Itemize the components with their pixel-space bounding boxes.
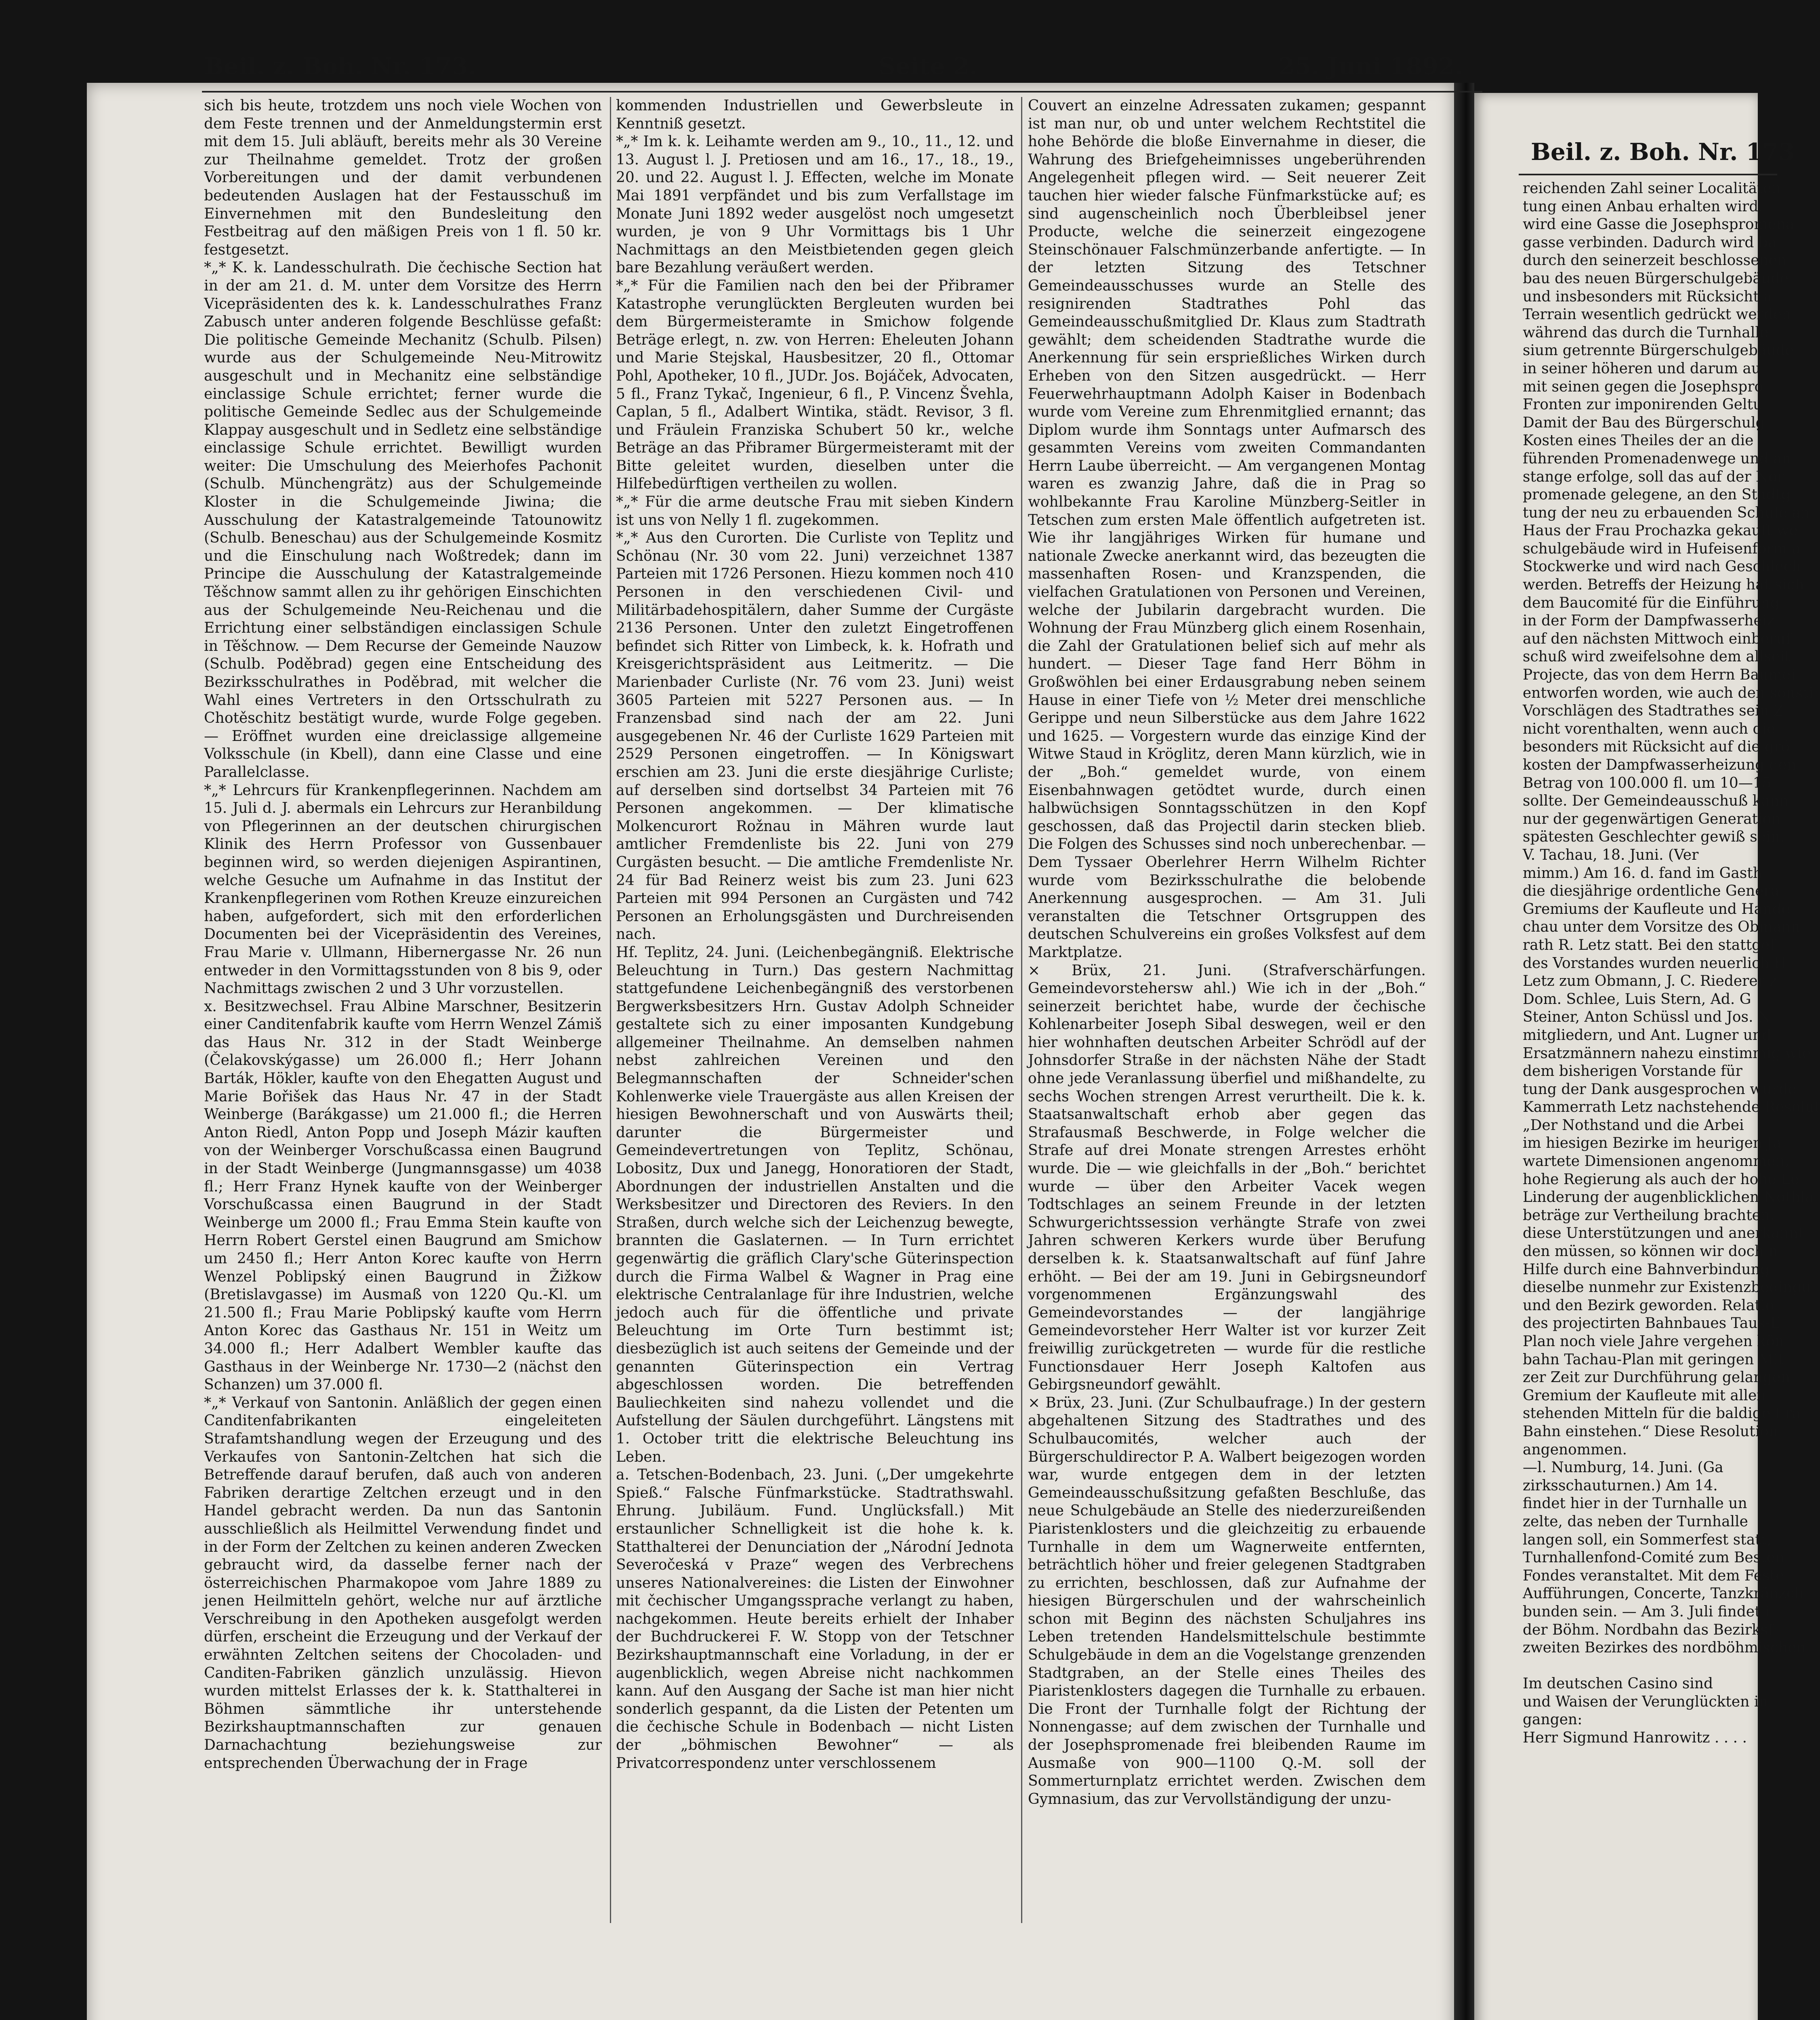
article-paragraph: *„* Für die Familien nach den bei der Přibramer Katastrophe verunglückten Bergleuten wurden bei dem Bürgermeisteramte in Smichow folgende Beträge erlegt, n. zw. von Herren: Eheleuten Johann und Marie Stejskal, Hausbesitzer, 20 fl., Ottomar Pohl, Apotheker, 10 fl., JUDr. Jos. Bojáček, Advocaten, 5 fl., Franz Tykač, Ingenieur, 6 fl., P. Vincenz Švehla, Caplan, 5 fl., Adalbert Wintika, städt. Revisor, 3 fl. und Fräulein Franziska Schubert 50 kr., welche Beträge an das Přibramer Bürgermeisteramt mit der Bitte geleitet wurden, dieselben unter die Hilfebedürftigen vertheilen zu wollen.	[616, 277, 1014, 492]
right-page-line: Ersatzmännern nahezu einstimmig wie	[1523, 1045, 1811, 1062]
article-paragraph: × Brüx, 23. Juni. (Zur Schulbaufrage.) In der gestern abgehaltenen Sitzung des Stadtrathes und des Schulbaucomités, welcher auch der Bürgerschuldirector P. A. Walbert beigezogen worden war, wurde entgegen dem in der letzten Gemeindeausschußsitzung gefaßten Beschluße, das neue Schulgebäude an Stelle des niederzureißenden Piaristenklosters und die gleichzeitig zu erbauende Turnhalle in dem um Wagnerweite entfernten, beträchtlich höher und freier gelegenen Stadtgraben zu errichten, beschlossen, daß zur Aufnahme der hiesigen Bürgerschulen und der wahrscheinlich schon mit Beginn des nächsten Schuljahres ins Leben tretenden Handelsmittelschule bestimmte Schulgebäude in dem an die Vogelstange grenzenden Stadtgraben, an der Stelle eines Theiles des Piaristenklosters dagegen die Turnhalle zu erbauen. Die Front der Turnhalle folgt der Richtung der Nonnengasse; auf dem zwischen der Turnhalle und der Josephspromenade frei bleibenden Raume im Ausmaße von 900—1100 Q.-M. soll der Sommerturnplatz errichtet werden. Zwischen dem Gymnasium, das zur Vervollständigung der unzu-	[1028, 1394, 1426, 1807]
right-page-line: tung einen Anbau erhalten wird.	[1523, 198, 1763, 215]
right-page-line: Aufführungen, Concerte, Tanzkränzch	[1523, 1585, 1804, 1602]
article-column-3	[1028, 97, 1426, 1923]
page-header	[204, 53, 1480, 89]
right-page-line: Letz zum Obmann, J. C. Riederer z	[1523, 973, 1777, 990]
right-page-line: des projectirten Bahnbaues Taus-E	[1523, 1315, 1781, 1332]
right-page-line: Vorschlägen des Stadtrathes sein Z	[1523, 703, 1784, 720]
right-page-line: wartete Dimensionen angenommen,	[1523, 1153, 1790, 1170]
column-rule-1	[610, 97, 611, 1923]
right-page-line: sium getrennte Bürgerschulgebäude	[1523, 342, 1794, 359]
right-page-line: promenade gelegene, an den Stadtg	[1523, 486, 1791, 503]
right-page-line: zirksschauturnen.) Am 14.	[1523, 1477, 1718, 1494]
right-page-line: V. Tachau, 18. Juni. (Ver	[1523, 846, 1699, 863]
right-page-line: Steiner, Anton Schüssl und Jos. N	[1523, 1009, 1771, 1026]
right-page-line: in der Form der Dampfwasserheiz	[1523, 612, 1775, 629]
article-paragraph: *„* Verkauf von Santonin. Anläßlich der gegen einen Canditenfabrikanten eingeleiteten Strafamtshandlung wegen der Erzeugung und des Verkaufes von Santonin-Zeltchen hat sich die Betreffende darauf berufen, daß auch von anderen Fabriken derartige Zeltchen erzeugt und in den Handel gebracht werden. Da nun das Santonin ausschließlich als Heilmittel Verwendung findet und in der Form der Zeltchen zu keinen anderen Zwecken gebraucht wird, da dasselbe ferner nach der österreichischen Pharmakopoe vom Jahre 1889 zu jenen Heilmitteln gehört, welche nur auf ärztliche Verschreibung in den Apotheken ausgefolgt werden dürfen, erscheint die Erzeugung und der Verkauf der erwähnten Zeltchen seitens der Chocoladen- und Canditen-Fabriken gänzlich unzulässig. Hievon wurden mittelst Erlasses der k. k. Statthalterei in Böhmen sämmtliche ihr unterstehende Bezirkshauptmannschaften zur genauen Darnachachtung beziehungsweise zur entsprechenden Überwachung der in Frage	[204, 1394, 602, 1772]
right-page-line: während das durch die Turnhalle	[1523, 324, 1769, 341]
right-page-line: chau unter dem Vorsitze des Obmann	[1523, 919, 1800, 936]
right-page-line: werden. Betreffs der Heizung hat sich	[1523, 577, 1804, 593]
right-page-line: findet hier in der Turnhalle un	[1523, 1495, 1747, 1512]
article-paragraph: *„* Im k. k. Leihamte werden am 9., 10., 11., 12. und 13. August l. J. Pretiosen und am 16., 17., 18., 19., 20. und 22. August l. J. Effecten, welche im Monate Mai 1891 verpfändet und bis zum Verfallstage im Monate Juni 1892 weder ausgelöst noch umgesetzt wurden, je von 9 Uhr Vormittags bis 1 Uhr Nachmittags an den Meistbietenden gegen gleich bare Bezahlung veräußert werden.	[616, 133, 1014, 276]
right-page-line: langen soll, ein Sommerfest statt,	[1523, 1531, 1772, 1548]
article-paragraph: *„* Aus den Curorten. Die Curliste von Teplitz und Schönau (Nr. 30 vom 22. Juni) verzeichnet 1387 Parteien mit 1726 Personen. Hiezu kommen noch 410 Personen in den verschiedenen Civil- und Militärbadehospitälern, daher Summe der Curgäste 2136 Personen. Unter den zuletzt Eingetroffenen befindet sich Ritter von Limbeck, k. k. Hofrath und Kreisgerichtspräsident aus Leitmeritz. — Die Marienbader Curliste (Nr. 76 vom 23. Juni) weist 3605 Parteien mit 5227 Personen aus. — In Franzensbad sind nach der am 22. Juni ausgegebenen Nr. 46 der Curliste 1629 Parteien mit 2529 Personen eingetroffen. — In Königswart erschien am 23. Juni die erste diesjährige Curliste; auf derselben sind dortselbst 34 Parteien mit 76 Personen angekommen. — Der klimatische Molkencurort Rožnau in Mähren wurde laut amtlicher Fremdenliste bis 22. Juni von 279 Curgästen besucht. — Die amtliche Fremdenliste Nr. 24 für Bad Reinerz weist bis zum 23. Juni 623 Parteien mit 994 Personen an Curgästen und 742 Personen an Erholungsgästen und Durchreisenden nach.	[616, 530, 1014, 943]
right-page-line: —l. Numburg, 14. Juni. (Ga	[1523, 1459, 1723, 1476]
right-page-line: des Vorstandes wurden neuerlich H	[1523, 955, 1787, 972]
right-page-line: schuß wird zweifelsohne dem allseit	[1523, 648, 1791, 665]
header-center: Seite 2.	[878, 53, 978, 80]
right-page-line: tung der Dank ausgesprochen wurde	[1523, 1081, 1797, 1098]
right-page-line: gangen:	[1523, 1711, 1583, 1728]
right-page-column	[1523, 180, 1820, 2006]
right-page-header: Beil. z. Boh. Nr. 173	[1531, 138, 1795, 166]
right-page-line: durch den seinerzeit beschlossenen	[1523, 252, 1787, 269]
right-page-line: nur der gegenwärtigen Generation	[1523, 810, 1781, 827]
article-paragraph: Couvert an einzelne Adressaten zukamen; gespannt ist man nur, ob und unter welchem Rechtstitel die hohe Behörde die bloße Einvernahme in dieser, die Wahrung des Briefgeheimnisses ungeberührenden Angelegenheit pflegen wird. — Seit neuerer Zeit tauchen hier wieder falsche Fünfmarkstücke auf; es sind augenscheinlich noch Überbleibsel jener Producte, welche die seinerzeit eingezogene Steinschönauer Falschmünzerbande anfertigte. — In der letzten Sitzung des Tetschner Gemeindeausschusses wurde an Stelle des resignirenden Stadtrathes Pohl das Gemeindeausschußmitglied Dr. Klaus zum Stadtrath gewählt; dem scheidenden Stadtrathe wurde die Anerkennung für sein ersprießliches Wirken durch Erheben von den Sitzen ausgedrückt. — Herr Feuerwehrhauptmann Adolph Kaiser in Bodenbach wurde vom Vereine zum Ehrenmitglied ernannt; das Diplom wurde ihm Sonntags unter Aufmarsch des gesammten Vereins vom zweiten Commandanten Herrn Laube überreicht. — Am vergangenen Montag waren es zwanzig Jahre, daß die in Prag so wohlbekannte Frau Karoline Münzberg-Seitler in Tetschen zum ersten Male öffentlich aufgetreten ist. Wie ihr langjähriges Wirken für humane und nationale Zwecke anerkannt wird, das bezeugten die massenhaften Rosen- und Kranzspenden, die vielfachen Gratulationen von Personen und Vereinen, welche der Jubilarin dargebracht wurden. Die Wohnung der Frau Münzberg glich einem Rosenhain, die Zahl der Gratulationen belief sich auf mehr als hundert. — Dieser Tage fand Herr Böhm in Großwöhlen bei einer Erdausgrabung neben seinem Hause in einer Tiefe von ½ Meter drei menschliche Gerippe und neun Silberstücke aus dem Jahre 1622 und 1625. — Vorgestern wurde das einzige Kind der Witwe Staud in Kröglitz, deren Mann kürzlich, wie in der „Boh.“ gemeldet wurde, von einem Eisenbahnwagen getödtet wurde, durch einen halbwüchsigen Sonntagsschützen in den Kopf geschossen, daß das Projectil darin stecken blieb. Die Folgen des Schusses sind noch unberechenbar. — Dem Tyssaer Oberlehrer Herrn Wilhelm Richter wurde vom Bezirksschulrathe die belobende Anerkennung ausgesprochen. — Am 31. Juli veranstalten die Tetschner Ortsgruppen des deutschen Schulvereins ein großes Volksfest auf dem Marktplatze.	[1028, 97, 1426, 961]
right-page-line: hohe Regierung als auch der hohe Le	[1523, 1171, 1799, 1188]
header-left: Beil. z. Boh. Nr. 173.	[204, 53, 476, 80]
right-page-line: zer Zeit zur Durchführung gelangen	[1523, 1369, 1790, 1386]
right-page-line: rath R. Letz statt. Bei den stattgef	[1523, 936, 1775, 953]
right-page-line: dieselbe nunmehr zur Existenzbedingu	[1523, 1279, 1811, 1296]
article-paragraph: × Brüx, 21. Juni. (Strafverschärfungen. Gemeindevorstehersw ahl.) Wie ich in der „Boh.“ seinerzeit berichtet habe, wurde der čechische Kohlenarbeiter Joseph Sibal deswegen, weil er den hier wohnhaften deutschen Arbeiter Schrödl auf der Johnsdorfer Straße in der nächsten Nähe der Stadt ohne jede Veranlassung überfiel und mißhandelte, zu sechs Wochen strengen Arrest verurtheilt. Die k. k. Staatsanwaltschaft erhob aber gegen das Strafausmaß Beschwerde, in Folge welcher die Strafe auf drei Monate strengen Arrestes erhöht wurde. Die — wie gleichfalls in der „Boh.“ berichtet wurde — über den Arbeiter Vacek wegen Todtschlages an seinem Freunde in der letzten Schwurgerichtssession verhängte Strafe von zwei Jahren schweren Kerkers wurde über Berufung derselben k. k. Staatsanwaltschaft auf fünf Jahre erhöht. — Bei der am 19. Juni in Gebirgsneundorf vorgenommenen Ergänzungswahl des Gemeindevorstandes — der langjährige Gemeindevorsteher Herr Walter ist vor kurzer Zeit freiwillig zurückgetreten — wurde für die restliche Functionsdauer Herr Joseph Kaltofen aus Gebirgsneundorf gewählt.	[1028, 962, 1426, 1393]
right-page-line: in seiner höheren und darum au	[1523, 360, 1761, 377]
right-page-line: Betrag von 100.000 fl. um 10—15	[1523, 774, 1772, 791]
right-page-line: zelte, das neben der Turnhalle	[1523, 1513, 1748, 1530]
header-right: 25. Juni 1892.	[1278, 53, 1463, 80]
right-page-line: mimm.) Am 16. d. fand im Gasth	[1523, 865, 1762, 882]
right-page-line	[1523, 1657, 1805, 1675]
right-page-line: kosten der Dampfwasserheizung den	[1523, 757, 1797, 773]
right-page-line: bunden sein. — Am 3. Juli findet i	[1523, 1603, 1770, 1620]
article-paragraph: Hf. Teplitz, 24. Juni. (Leichenbegängniß. Elektrische Beleuchtung in Turn.) Das gestern Nachmittag stattgefundene Leichenbegängniß des verstorbenen Bergwerksbesitzers Hrn. Gustav Adolph Schneider gestaltete sich zu einer imposanten Kundgebung allgemeiner Theilnahme. An demselben nahmen nebst zahlreichen Vereinen und den Belegmannschaften der Schneider'schen Kohlenwerke viele Trauergäste aus allen Kreisen der hiesigen Bewohnerschaft und von Auswärts theil; darunter die Bürgermeister und Gemeindevertretungen von Teplitz, Schönau, Lobositz, Dux und Janegg, Honoratioren der Stadt, Abordnungen der industriellen Anstalten und die Werksbesitzer und Directoren des Reviers. In den Straßen, durch welche sich der Leichenzug bewegte, brannten die Gaslaternen. — In Turn errichtet gegenwärtig die gräflich Clary'sche Güterinspection durch die Firma Walbel & Wagner in Prag eine elektrische Centralanlage für ihre Industrien, welche jedoch auch für die öffentliche und private Beleuchtung im Orte Turn bestimmt ist; diesbezüglich ist auch seitens der Gemeinde und der genannten Güterinspection ein Vertrag abgeschlossen worden. Die betreffenden Bauliechkeiten sind nahezu vollendet und die Aufstellung der Säulen durchgeführt. Längstens mit 1. October tritt die elektrische Beleuchtung ins Leben.	[616, 944, 1014, 1465]
newspaper-page-right	[1474, 93, 1820, 2020]
right-page-line: Projecte, das von dem Herrn Baumei	[1523, 667, 1796, 684]
article-column-2	[616, 97, 1014, 1923]
right-page-line: wird eine Gasse die Josephspromena	[1523, 216, 1795, 233]
right-page-line: und Waisen der Verunglückten in	[1523, 1693, 1768, 1710]
article-paragraph: *„* Für die arme deutsche Frau mit sieben Kindern ist uns von Nelly 1 fl. zugekommen.	[616, 494, 1014, 528]
right-page-line: sollte. Der Gemeindeausschuß kann	[1523, 793, 1789, 810]
right-page-line: im hiesigen Bezirke im heurigen Ja	[1523, 1135, 1782, 1152]
right-page-line: dem Baucomité für die Einführung	[1523, 594, 1780, 611]
right-page-line: beträge zur Vertheilung brachten.	[1523, 1207, 1775, 1224]
right-page-line: der Böhm. Nordbahn das Bezirksf	[1523, 1621, 1774, 1638]
right-page-line: Linderung der augenblicklichen Nothla	[1523, 1189, 1814, 1206]
right-page-line: und den Bezirk geworden. Relatio	[1523, 1297, 1774, 1314]
right-page-line: angenommen.	[1523, 1441, 1627, 1458]
right-page-line: auf den nächsten Mittwoch einberuf	[1523, 630, 1791, 647]
right-page-line: den müssen, so können wir doch n	[1523, 1243, 1778, 1260]
right-header-rule	[1519, 174, 1777, 175]
right-page-line: Dom. Schlee, Luis Stern, Ad. G	[1523, 991, 1751, 1008]
article-paragraph: sich bis heute, trotzdem uns noch viele Wochen von dem Feste trennen und der Anmeldungstermin erst mit dem 15. Juli abläuft, bereits mehr als 30 Vereine zur Theilnahme gemeldet. Trotz der großen Vorbereitungen und der damit verbundenen bedeutenden Auslagen hat der Festausschuß im Einvernehmen mit den Bundesleitung den Festbeitrag auf den mäßigen Preis von 1 fl. 50 kr. festgesetzt.	[204, 97, 602, 258]
right-page-line: entworfen worden, wie auch den sonsti	[1523, 684, 1814, 701]
right-page-line: gasse verbinden. Dadurch wird ba	[1523, 234, 1777, 251]
right-page-line: schulgebäude wird in Hufeisenform a	[1523, 540, 1801, 557]
right-page-line: „Der Nothstand und die Arbei	[1523, 1117, 1744, 1134]
right-page-line: Im deutschen Casino sind	[1523, 1675, 1713, 1692]
right-page-line: Stockwerke und wird nach Geschlech	[1523, 558, 1801, 575]
right-page-line: dem bisherigen Vorstande für	[1523, 1063, 1742, 1080]
right-page-line: stange erfolge, soll das auf der Nor	[1523, 468, 1784, 485]
right-page-line: Gremium der Kaufleute mit allen	[1523, 1387, 1766, 1404]
right-page-line: Bahn einstehen.“ Diese Resolution	[1523, 1423, 1778, 1440]
right-page-line: stehenden Mitteln für die baldige Fra	[1523, 1405, 1801, 1422]
right-page-line: Fondes veranstaltet. Mit dem Feste	[1523, 1567, 1784, 1584]
article-paragraph: *„* Lehrcurs für Krankenpflegerinnen. Nachdem am 15. Juli d. J. abermals ein Lehrcurs zur Heranbildung von Pflegerinnen an der deutschen chirurgischen Klinik des Herrn Professor von Gussenbauer beginnen wird, so werden diejenigen Aspirantinen, welche Gesuche um Aufnahme in das Institut der Krankenpflegerinen vom Rothen Kreuze einzureichen haben, aufgefordert, sich mit den erforderlichen Documenten bei der Vicepräsidentin des Vereines, Frau Marie v. Ullmann, Hibernergasse Nr. 26 nun entweder in den Vormittagsstunden von 8 bis 9, oder Nachmittags zwischen 2 und 3 Uhr vorzustellen.	[204, 782, 602, 997]
right-page-line: Plan noch viele Jahre vergehen kön	[1523, 1333, 1784, 1350]
right-page-line: und insbesonders mit Rücksicht a	[1523, 288, 1772, 305]
article-paragraph: x. Besitzwechsel. Frau Albine Marschner, Besitzerin einer Canditenfabrik kaufte vom Herrn Wenzel Zámiš das Haus Nr. 312 in der Stadt Weinberge (Čelakovskýgasse) um 26.000 fl.; Herr Johann Barták, Hökler, kaufte von den Ehegatten August und Marie Bořišek das Haus Nr. 47 in der Stadt Weinberge (Barákgasse) um 21.000 fl.; die Herren Anton Riedl, Anton Popp und Joseph Mázir kauften von der Weinberger Vorschußcassa einen Baugrund in der Stadt Weinberge (Jungmannsgasse) um 4038 fl.; Herr Franz Hynek kaufte von der Weinberger Vorschußcassa einen Baugrund in der Stadt Weinberge um 2000 fl.; Frau Emma Stein kaufte von Herrn Robert Gerstel einen Baugrund am Smichow um 2450 fl.; Herr Anton Korec kaufte von Herrn Wenzel Poblipský einen Baugrund in Žižkow (Bretislavgasse) im Ausmaß von 1220 Qu.-Kl. um 21.500 fl.; Frau Marie Poblipský kaufte vom Herrn Anton Korec das Gasthaus Nr. 151 in Weitz um 34.000 fl.; Herr Adalbert Wembler kaufte das Gasthaus in der Weinberge Nr. 1730—2 (nächst den Schanzen) um 37.000 fl.	[204, 998, 602, 1393]
right-page-line: zweiten Bezirkes des nordböhmischen	[1523, 1639, 1806, 1656]
right-page-line: Turnhallenfond-Comité zum Besten	[1523, 1549, 1785, 1566]
right-page-line: führenden Promenadenwege und an	[1523, 450, 1791, 467]
article-paragraph: *„* K. k. Landesschulrath. Die čechische Section hat in der am 21. d. M. unter dem Vorsitze des Herrn Vicepräsidenten des k. k. Landesschulrathes Franz Zabusch unter anderen folgende Beschlüsse gefaßt: Die politische Gemeinde Mechanitz (Schulb. Pilsen) wurde aus der Schulgemeinde Neu-Mitrowitz ausgeschult und in Mechanitz eine selbständige einclassige Schule errichtet; ferner wurde die politische Gemeinde Sedlec aus der Schulgemeinde Klappay ausgeschult und in Sedletz eine selbständige einclassige Schule errichtet. Bewilligt wurden weiter: Die Umschulung des Meierhofes Pachonit (Schulb. Münchengrätz) aus der Schulgemeinde Kloster in die Schulgemeinde Jiwina; die Ausschulung der Katastralgemeinde Tatounowitz (Schulb. Beneschau) aus der Schulgemeinde Kosmitz und die Einschulung nach Woßtredek; dann im Principe die Ausschulung der Katastralgemeinde Těšchnow sammt allen zu ihr gehörigen Einschichten aus der Schulgemeinde Neu-Reichenau und die Errichtung einer selbständigen einclassigen Schule in Těšchnow. — Dem Recurse der Gemeinde Nauzow (Schulb. Poděbrad) gegen eine Entscheidung des Bezirksschulrathes in Poděbrad, mit welcher die Wahl eines Vertreters in den Ortsschulrath zu Chotěschitz bestätigt wurde, wurde Folge gegeben. — Eröffnet wurden eine dreiclassige allgemeine Volksschule (in Kbell), dann eine Classe und eine Parallelclasse.	[204, 259, 602, 781]
right-page-line: Hilfe durch eine Bahnverbindung	[1523, 1261, 1770, 1278]
right-page-line: Damit der Bau des Bürgerschulg	[1523, 414, 1765, 431]
right-page-line: mit seinen gegen die Josephspro	[1523, 378, 1763, 395]
page-gutter	[1454, 83, 1474, 2020]
right-page-line: spätesten Geschlechter gewiß sein.	[1523, 829, 1785, 846]
right-page-line: Terrain wesentlich gedrückt werden	[1523, 306, 1791, 323]
right-page-line: Herr Sigmund Hanrowitz . . . .	[1523, 1730, 1747, 1746]
right-page-line: die diesjährige ordentliche Genera	[1523, 883, 1780, 900]
right-page-line: mitgliedern, und Ant. Lugner und	[1523, 1027, 1772, 1044]
right-page-line: bahn Tachau-Plan mit geringen Mit	[1523, 1351, 1784, 1368]
right-page-line: Kammerrath Letz nachstehende Resolut	[1523, 1099, 1820, 1116]
right-page-line: diese Unterstützungen und anerkannt	[1523, 1225, 1804, 1242]
right-page-line: tung der neu zu erbauenden Schule an	[1523, 504, 1810, 521]
right-page-line: Haus der Frau Prochazka gekauft we	[1523, 522, 1798, 539]
right-page-line: reichenden Zahl seiner Localitäten	[1523, 180, 1781, 197]
column-rule-2	[1021, 97, 1022, 1923]
article-paragraph: a. Tetschen-Bodenbach, 23. Juni. („Der umgekehrte Spieß.“ Falsche Fünfmarkstücke. Stadtrathswahl. Ehrung. Jubiläum. Fund. Unglücksfall.) Mit erstaunlicher Schnelligkeit ist die hohe k. k. Statthalterei der Denunciation der „Národní Jednota Severočeská v Praze“ wegen des Verbrechens unseres Nationalvereines: die Listen der Einwohner mit čechischer Umgangssprache verlangt zu haben, nachgekommen. Heute bereits erhielt der Inhaber der Buchdruckerei F. W. Stopp von der Tetschner Bezirkshauptmannschaft eine Vorladung, in der er augenblicklich, wegen Abreise nicht nachkommen kann. Auf den Ausgang der Sache ist man hier nicht sonderlich gespannt, da die Listen der Petenten um die čechische Schule in Bodenbach — nicht Listen der „böhmischen Bewohner“ — als Privatcorrespondenz unter verschlossenem	[616, 1467, 1014, 1772]
right-page-line: Gremiums der Kaufleute und Hande	[1523, 901, 1790, 917]
right-page-line: besonders mit Rücksicht auf die grö	[1523, 739, 1790, 755]
right-page-line: nicht vorenthalten, wenn auch die	[1523, 720, 1776, 737]
article-column-1	[204, 97, 602, 1923]
article-paragraph: kommenden Industriellen und Gewerbsleute in Kenntniß gesetzt.	[616, 97, 1014, 132]
right-page-line: Fronten zur imponirenden Geltu	[1523, 396, 1763, 413]
header-rule	[202, 91, 1482, 93]
right-page-line: Kosten eines Theiles der an die	[1523, 432, 1754, 449]
right-page-line: bau des neuen Bürgerschulgebäude	[1523, 270, 1789, 287]
